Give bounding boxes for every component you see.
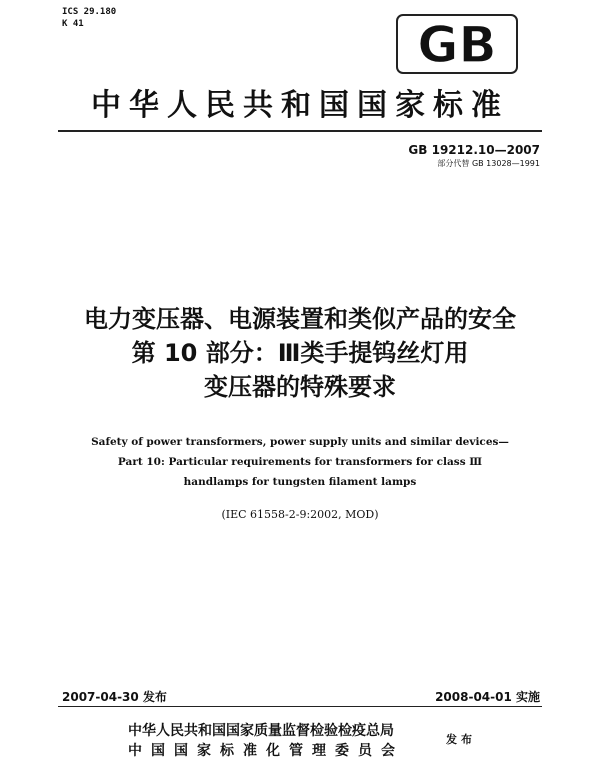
- issue-date: 2007-04-30 发布: [62, 690, 167, 704]
- ics-classification: [62, 6, 116, 30]
- replaces-note: 部分代替 GB 13028—1991: [437, 159, 540, 168]
- gb-logo: [396, 14, 518, 74]
- gb-logo-text: GB: [417, 16, 497, 74]
- english-title: [0, 432, 600, 492]
- ics-code: ICS 29.180: [62, 7, 117, 17]
- chinese-title: [0, 302, 600, 404]
- publisher-block: [128, 721, 404, 761]
- footer-divider: [58, 706, 542, 707]
- implementation-date: 2008-04-01 实施: [435, 690, 540, 704]
- iec-equivalence: (IEC 61558-2-9:2002, MOD): [221, 508, 379, 521]
- english-title-line-2: Part 10: Particular requirements for transformers for class Ⅲ: [117, 456, 483, 468]
- publisher-org-2: 中国国家标准化管理委员会: [128, 743, 404, 759]
- classification-code: K 41: [62, 19, 84, 29]
- publish-action: 发布: [446, 733, 476, 746]
- chinese-title-line-1: 电力变压器、电源装置和类似产品的安全: [84, 305, 516, 333]
- chinese-title-line-3: 变压器的特殊要求: [204, 373, 396, 401]
- english-title-line-3: handlamps for tungsten filament lamps: [183, 476, 417, 488]
- english-title-line-1: Safety of power transformers, power supply units and similar devices—: [91, 436, 509, 448]
- national-standard-title: 中华人民共和国国家标准: [91, 88, 509, 123]
- chinese-title-line-2: 第 10 部分：Ⅲ类手提钨丝灯用: [131, 339, 469, 367]
- publisher-org-1: 中华人民共和国国家质量监督检验检疫总局: [128, 723, 394, 739]
- standard-number-block: [408, 142, 540, 169]
- header-divider: [58, 130, 542, 132]
- standard-number: GB 19212.10—2007: [408, 143, 540, 157]
